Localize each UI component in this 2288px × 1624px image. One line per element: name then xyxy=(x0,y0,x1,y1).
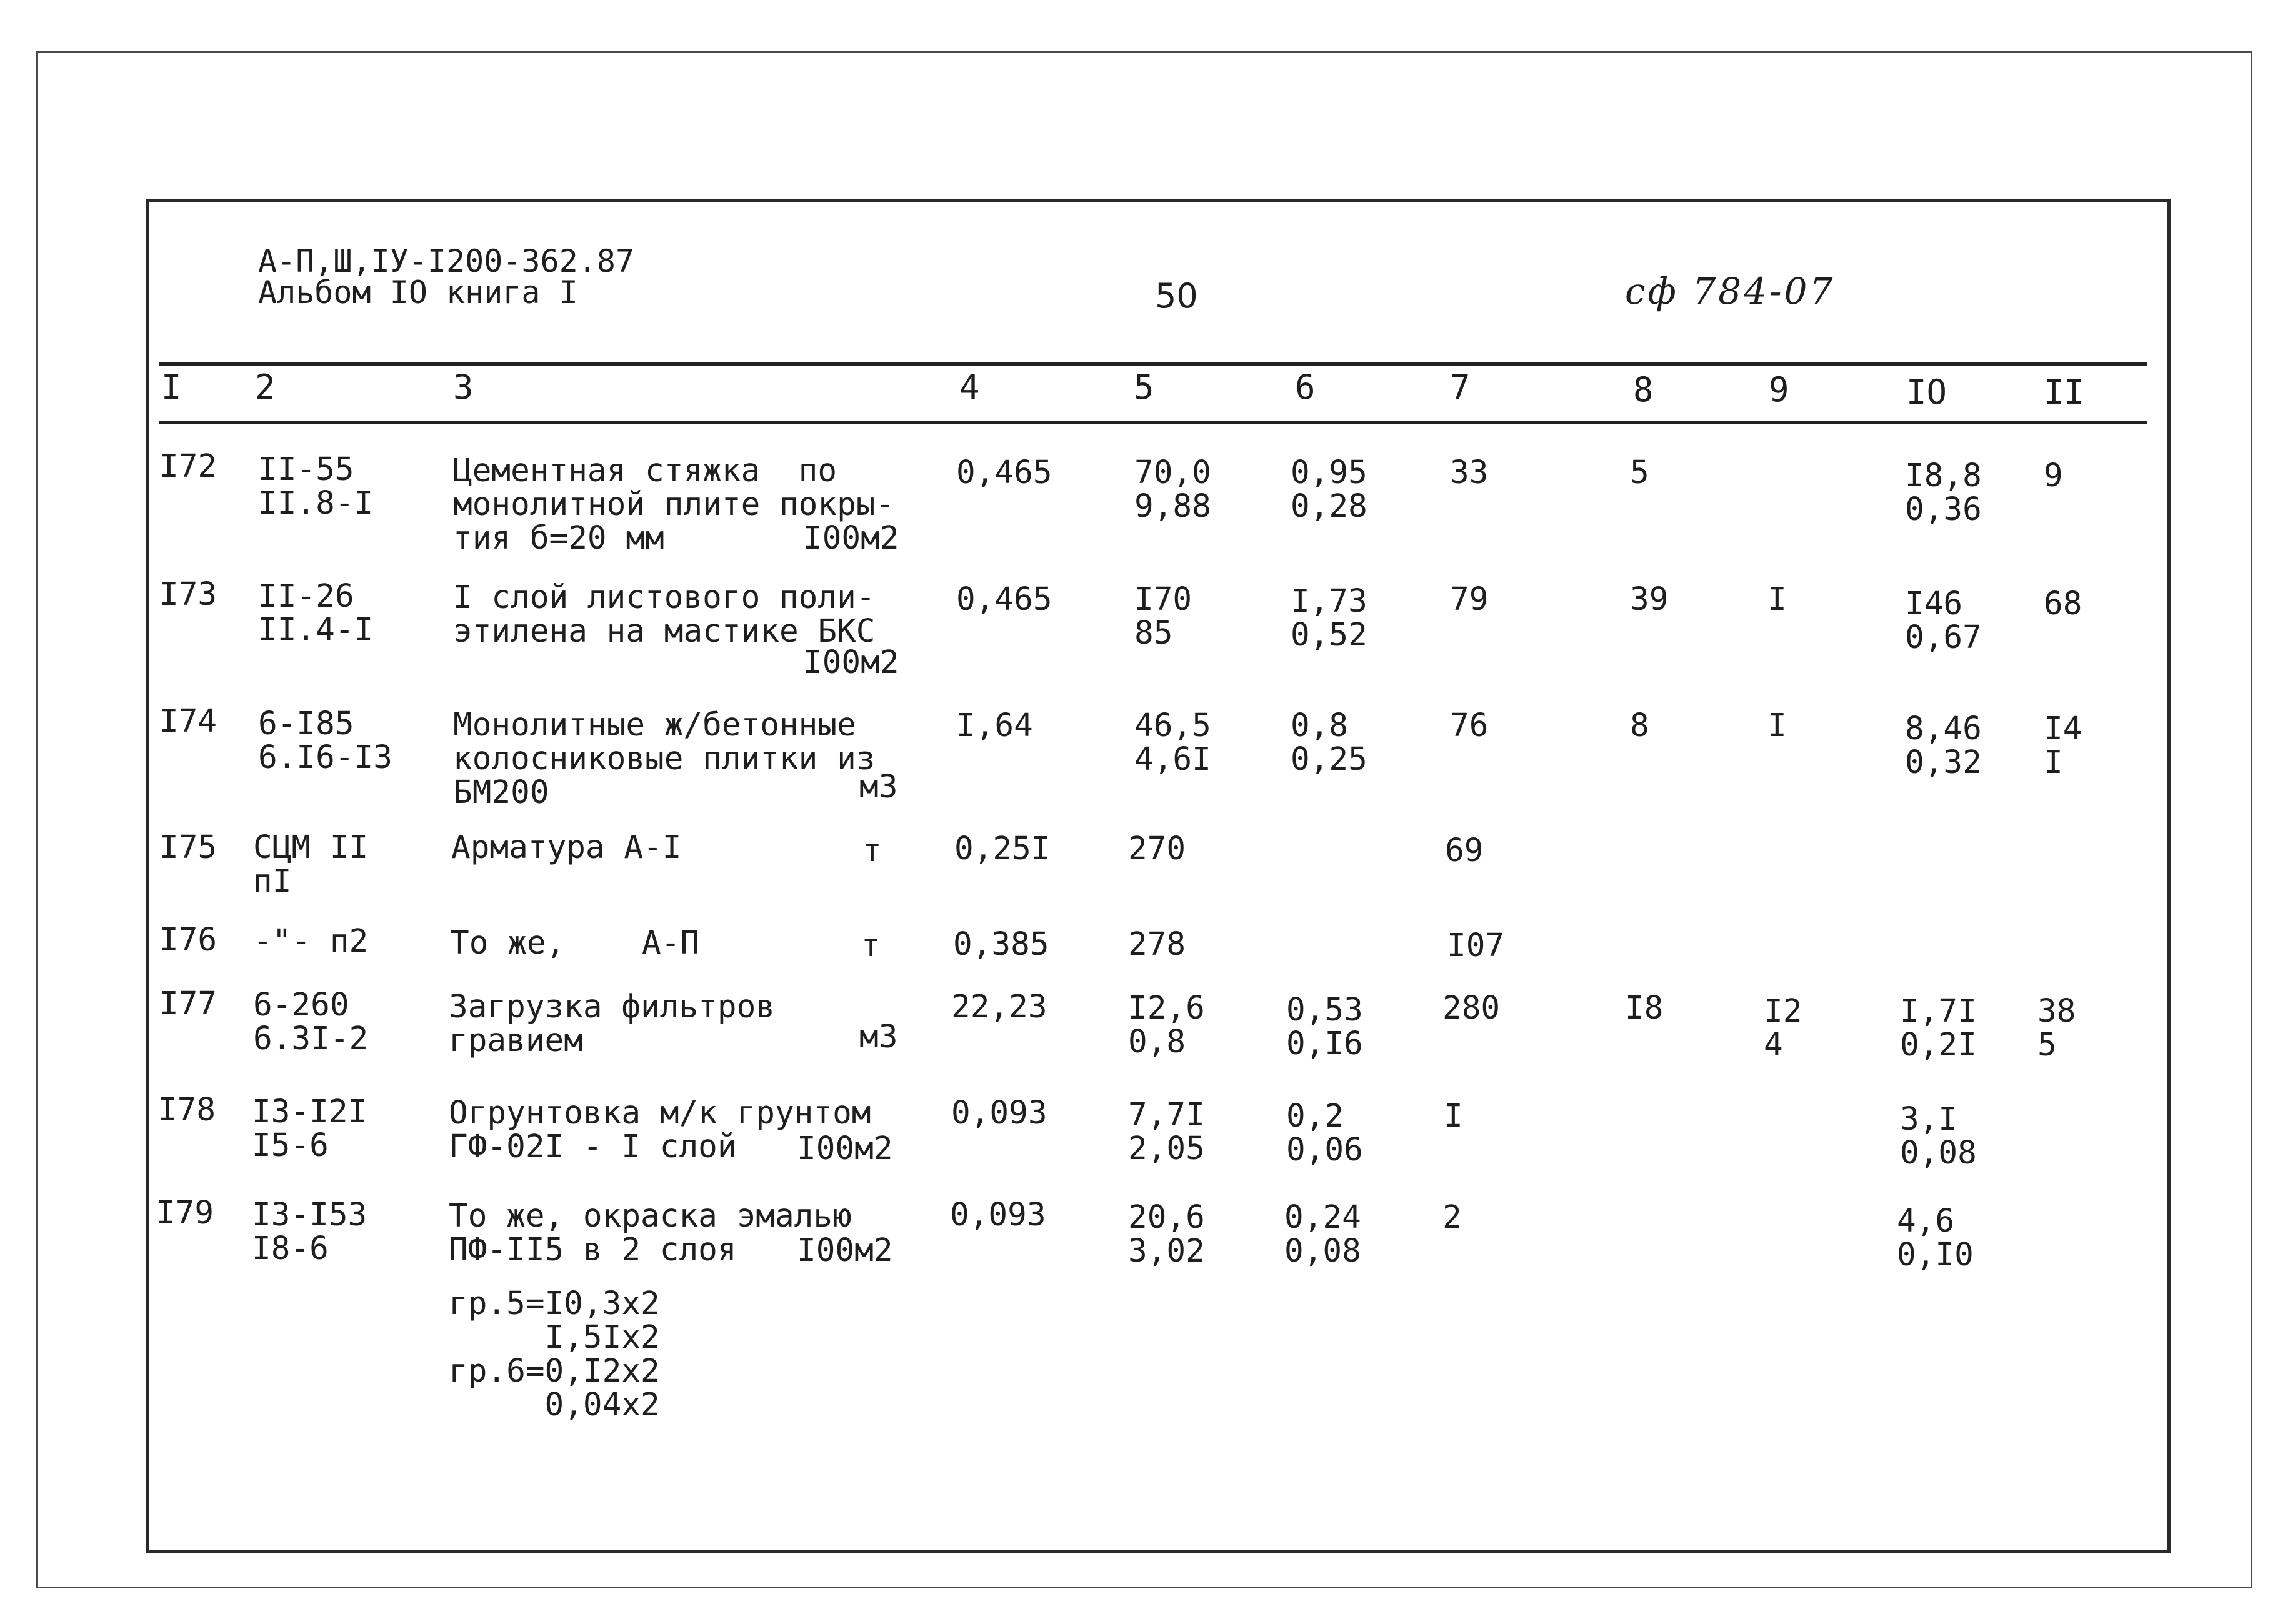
table-row-col5: I70 85 xyxy=(1134,581,1192,652)
table-row-col10: I46 0,67 xyxy=(1905,585,1982,656)
col-header-2: 2 xyxy=(255,367,276,407)
table-row-description: Огрунтовка м/к грунтом ГФ-02I - I слой xyxy=(449,1095,871,1165)
table-row-num: I77 xyxy=(159,985,217,1022)
table-row-col5: 46,5 4,6I xyxy=(1134,707,1211,778)
table-row-code: -"- п2 xyxy=(253,923,369,960)
table-row-description: Загрузка фильтров гравием xyxy=(449,989,775,1059)
table-row-unit: I00м2 xyxy=(797,1232,893,1269)
album-label: Альбом IO книга I xyxy=(258,274,578,311)
table-row-num: I75 xyxy=(159,829,217,866)
table-row-col10: 3,I 0,08 xyxy=(1900,1101,1977,1172)
table-row-col6: 0,95 0,28 xyxy=(1291,454,1367,525)
table-row-col4: 0,25I xyxy=(954,830,1051,867)
table-row-num: I79 xyxy=(156,1195,214,1232)
table-header-rule xyxy=(159,421,2147,424)
table-row-description: Монолитные ж/бетонные колосниковые плитки из БМ200 xyxy=(453,707,876,811)
table-row-col5: I2,6 0,8 xyxy=(1128,990,1205,1060)
table-row-col7: 280 xyxy=(1442,990,1501,1027)
table-row-col10: I,7I 0,2I xyxy=(1900,993,1977,1064)
table-row-code: II-55 II.8-I xyxy=(258,451,374,522)
table-top-rule xyxy=(159,362,2147,366)
table-row-col11: I4 I xyxy=(2044,710,2082,781)
table-row-col10: 4,6 0,I0 xyxy=(1897,1203,1974,1273)
table-row-col7: I xyxy=(1444,1098,1463,1135)
table-row-description: Цементная стяжка по монолитной плите покры- тия б=20 мм xyxy=(453,452,895,557)
doc-code: А-П,Ш,IУ-I200-362.87 xyxy=(258,243,635,279)
table-row-col4: 0,465 xyxy=(956,454,1052,491)
col-header-4: 4 xyxy=(959,367,980,407)
col-header-5: 5 xyxy=(1134,367,1154,407)
table-row-col6: 0,53 0,I6 xyxy=(1286,992,1363,1062)
table-row-col10: I8,8 0,36 xyxy=(1905,457,1982,528)
table-row-num: I72 xyxy=(159,448,217,485)
table-row-col7: 69 xyxy=(1445,832,1484,869)
table-row-col7: 33 xyxy=(1450,454,1489,491)
table-row-col4: 0,385 xyxy=(953,926,1049,963)
col-header-6: 6 xyxy=(1295,367,1316,407)
table-row-col7: 76 xyxy=(1450,707,1489,744)
table-row-code: СЦМ II пI xyxy=(253,829,369,900)
table-row-unit: м3 xyxy=(859,1019,898,1055)
table-row-unit: т xyxy=(862,832,882,869)
table-row-col8: 8 xyxy=(1630,707,1649,744)
table-row-col9: I xyxy=(1767,707,1787,744)
table-row-col4: 22,23 xyxy=(951,989,1047,1025)
table-row-code: I3-I2I I5-6 xyxy=(252,1093,367,1164)
table-row-col5: 278 xyxy=(1128,926,1186,963)
handwritten-stamp: сф 784-07 xyxy=(1625,270,1836,312)
table-row-num: I73 xyxy=(159,576,217,613)
col-header-3: 3 xyxy=(453,367,474,407)
table-row-col5: 270 xyxy=(1128,830,1186,867)
calculation-note: гр.5=I0,3x2 I,5Ix2 гр.6=0,I2x2 0,04x2 xyxy=(449,1285,660,1423)
table-row-col7: I07 xyxy=(1447,927,1505,964)
col-header-8: 8 xyxy=(1633,370,1654,409)
table-row-description: I слой листового поли- этилена на мастике БКС xyxy=(453,579,876,650)
table-row-col8: I8 xyxy=(1625,990,1664,1027)
table-row-col11: 38 5 xyxy=(2037,993,2076,1064)
col-header-1: I xyxy=(161,367,182,407)
table-row-description: То же, окраска эмалью ПФ-II5 в 2 слоя xyxy=(449,1198,852,1268)
col-header-9: 9 xyxy=(1769,370,1789,409)
table-row-code: 6-I85 6.I6-I3 xyxy=(258,705,392,776)
table-row-description: Арматура А-I xyxy=(451,829,682,866)
table-row-col4: 0,093 xyxy=(950,1197,1046,1233)
table-row-col10: 8,46 0,32 xyxy=(1905,710,1982,781)
table-row-col6: 0,2 0,06 xyxy=(1286,1098,1363,1168)
table-row-col7: 2 xyxy=(1442,1199,1462,1236)
table-row-code: I3-I53 I8-6 xyxy=(252,1197,367,1267)
table-row-col4: 0,093 xyxy=(951,1095,1047,1132)
col-header-7: 7 xyxy=(1450,367,1471,407)
page-number: 50 xyxy=(1155,276,1198,316)
table-row-col8: 5 xyxy=(1630,454,1649,491)
table-row-num: I78 xyxy=(158,1092,216,1128)
table-row-col5: 20,6 3,02 xyxy=(1128,1199,1205,1270)
table-row-col6: 0,24 0,08 xyxy=(1284,1199,1361,1270)
table-row-col6: I,73 0,52 xyxy=(1291,583,1367,654)
table-row-unit: I00м2 xyxy=(803,520,899,557)
table-row-num: I74 xyxy=(159,703,217,740)
table-row-col8: 39 xyxy=(1630,581,1669,618)
table-row-unit: I00м2 xyxy=(797,1130,893,1167)
table-row-code: II-26 II.4-I xyxy=(258,578,374,649)
table-row-col11: 9 xyxy=(2044,457,2063,494)
table-row-col4: I,64 xyxy=(956,707,1033,744)
table-row-unit: т xyxy=(861,927,881,964)
col-header-10: IO xyxy=(1906,372,1947,412)
table-row-col5: 7,7I 2,05 xyxy=(1128,1097,1205,1167)
col-header-11: II xyxy=(2044,372,2085,412)
table-row-unit: I00м2 xyxy=(803,644,899,681)
table-row-num: I76 xyxy=(159,922,217,959)
table-row-col9: I2 4 xyxy=(1764,993,1802,1064)
table-row-description: То же, А-П xyxy=(450,925,700,962)
table-row-col5: 70,0 9,88 xyxy=(1134,454,1211,525)
table-row-unit: м3 xyxy=(859,769,898,805)
table-row-col9: I xyxy=(1767,581,1787,618)
table-row-col4: 0,465 xyxy=(956,581,1052,618)
table-row-col7: 79 xyxy=(1450,581,1489,618)
table-row-code: 6-260 6.3I-2 xyxy=(253,987,369,1057)
table-row-col6: 0,8 0,25 xyxy=(1291,707,1367,778)
table-row-col11: 68 xyxy=(2044,585,2082,622)
